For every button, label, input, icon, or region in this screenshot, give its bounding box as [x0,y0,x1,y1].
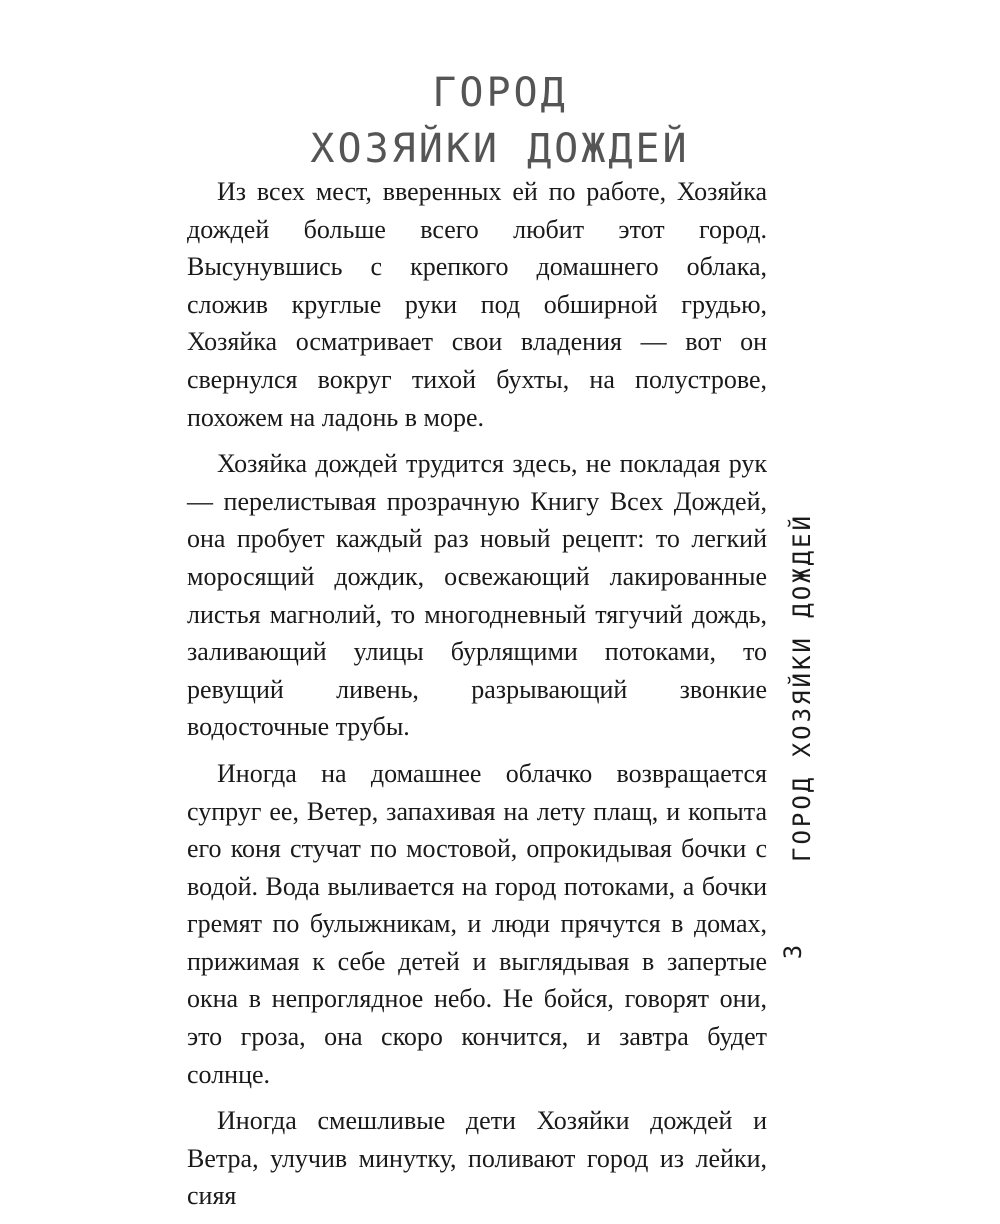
page-number: 3 [779,944,808,960]
paragraph-4: Иногда смешливые дети Хозяйки дождей и Ветра, улучив минутку, поливают город из лейки, сияя [187,1106,767,1211]
chapter-title-line-2: ХОЗЯЙКИ ДОЖДЕЙ [310,126,690,173]
paragraph-1: Из всех мест, вверенных ей по работе, Хозяйка дождей больше всего любит этот город. Высунувшись с крепкого домашнего облака, сложив круглые руки под обширной грудью, Хозяйка осматривает свои владения — вот он свернулся вокруг тихой бухты, на полустрове, похожем на ладонь в море. [187,177,767,432]
paragraph-2: Хозяйка дождей трудится здесь, не покладая рук — перелистывая прозрачную Книгу Всех Дождей, она пробует каждый раз новый рецепт: то легкий моросящий дождик, освежающий лакированные листья магнолий, то многодневный тягучий дождь, заливающий улицы бурлящими потоками, то ревущий ливень, разрывающий звонкие водосточные трубы. [187,449,767,742]
chapter-title [0,61,1000,173]
chapter-title-line-1: ГОРОД [432,70,568,117]
paragraph-3: Иногда на домашнее облачко возвращается супруг ее, Ветер, запахивая на лету плащ, и копыта его коня стучат по мостовой, опрокидывая бочки с водой. Вода выливается на город потоками, а бочки гремят по булыжникам, и люди прячутся в домах, прижимая к себе детей и выглядывая в запертые окна в непроглядное небо. Не бойся, говорят они, это гроза, она скоро кончится, и завтра будет солнце. [187,758,767,1089]
running-head: ГОРОД ХОЗЯЙКИ ДОЖДЕЙ [788,513,816,862]
body-text [187,173,767,1224]
